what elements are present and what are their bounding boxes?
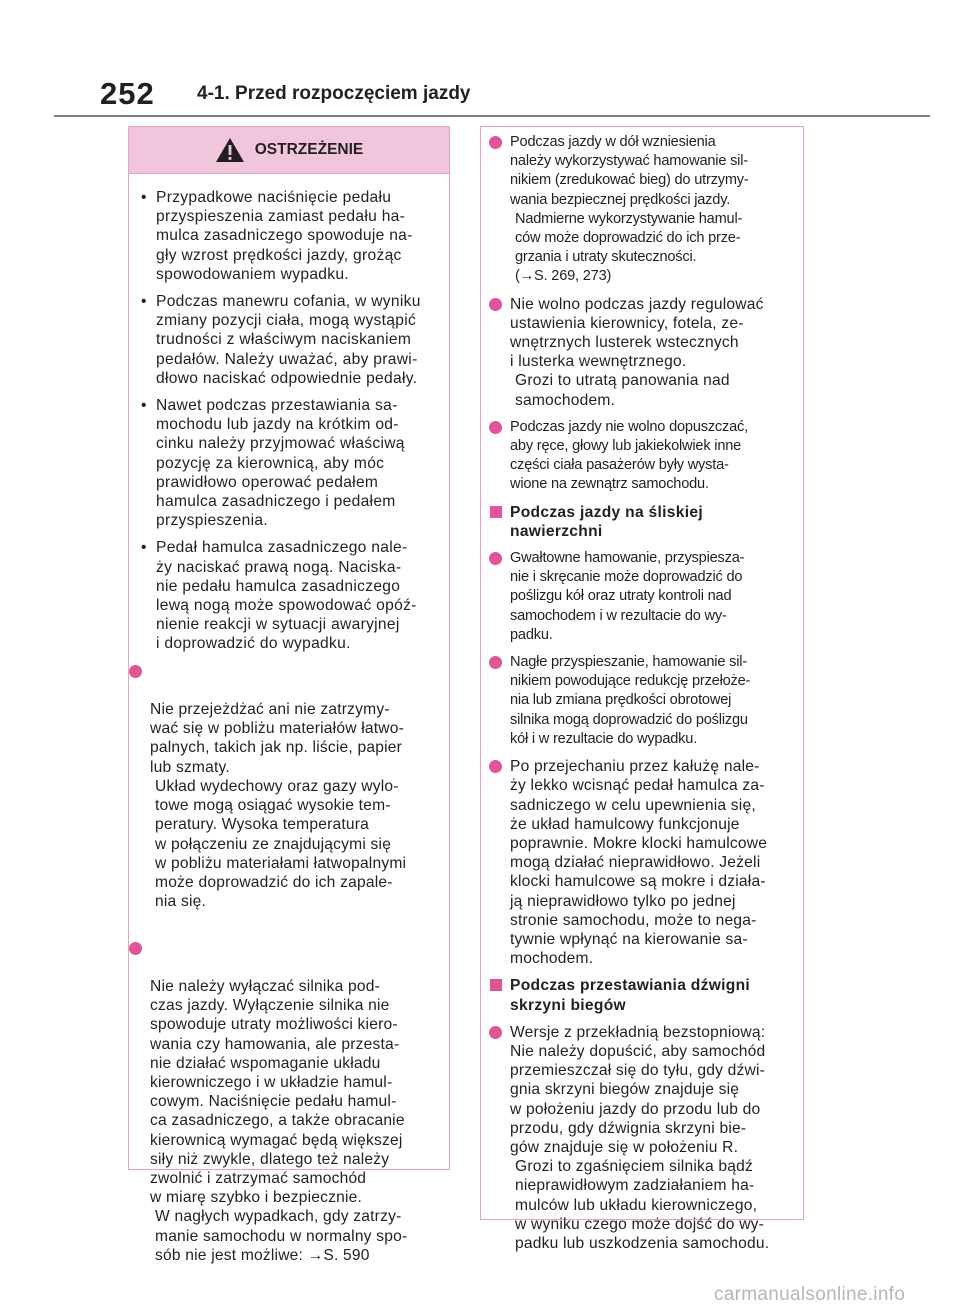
- pink-square-icon: [490, 506, 502, 518]
- section-heading: Podczas jazdy na śliskiej nawierzchni: [489, 503, 797, 541]
- warning-circle-item: Po przejechaniu przez kałużę nale- ży lekko wcisnąć pedał hamulca za- sadniczego w celu upewnienia się, że układ hamulcowy funkcjonuje poprawnie. Mokre klocki hamulcowe mogą działać nieprawidłowo. Jeżeli klocki hamulcowe są mokre i działa- ją nieprawidłowo tylko po jednej stronie samochodu, może to nega- tywnie wpłynąć na kierowanie sa- mochodem.: [489, 757, 797, 968]
- bullet-dot-icon: •: [141, 539, 147, 557]
- warning-bullet: • Pedał hamulca zasadniczego nale- ży naciskać prawą nogą. Naciska- nie pedału hamulca zasadniczego lewą nogą może spowodować opóź- nienie reakcji w sytuacji awaryjnej i doprowadzić do wypadku.: [141, 539, 417, 653]
- pink-circle-icon: [489, 552, 502, 565]
- item-continuation: W nagłych wypadkach, gdy zatrzy- manie samochodu w normalny spo- sób nie jest możliwe: →S. 590: [155, 1208, 408, 1264]
- item-continuation: Nadmierne wykorzystywanie hamul- ców może doprowadzić do ich prze- grzania i utraty skuteczności. (→S. 269, 273): [515, 210, 743, 285]
- bullet-dot-icon: •: [141, 189, 147, 206]
- warning-circle-item: Nie przejeżdżać ani nie zatrzymy- wać się w pobliżu materiałów łatwo- palnych, takich jak np. liście, papier lub szmaty. Układ wydechowy oraz gazy wylo- towe mogą osiągać wysokie tem- peratury. Wysoka temperatura w połączeniu ze znajdującymi się w pobliżu materiałami łatwopalnymi może doprowadzić do ich zapale- nia się.: [129, 662, 441, 931]
- page-number: 252: [100, 76, 155, 111]
- page-header: [0, 0, 960, 120]
- pink-circle-icon: [489, 656, 502, 669]
- bullet-dot-icon: •: [141, 293, 147, 311]
- warning-circle-item: Nie należy wyłączać silnika pod- czas jazdy. Wyłączenie silnika nie spowoduje utraty możliwości kiero- wania czy hamowania, ale przesta- nie działać wspomaganie układu kierowniczego i w układzie hamul- cowym. Naciśnięcie pedału hamul- ca zasadniczego, a także obracanie kierownicą wymagać będą większej siły niż zwykle, dlatego też należy zwolnić i zatrzymać samochód w miarę szybko i bezpiecznie. W nagłych wypadkach, gdy zatrzy- manie samochodu w normalny spo- sób nie jest możliwe: →S. 590: [129, 939, 441, 1285]
- bullet-dot-icon: •: [141, 397, 147, 415]
- warning-title: OSTRZEŻENIE: [254, 141, 364, 158]
- pink-square-icon: [490, 979, 502, 991]
- warning-bullet: • Nawet podczas przestawiania sa- mochodu lub jazdy na krótkim od- cinku należy przyjmować właściwą pozycję za kierownicą, aby móc prawidłowo operować pedałem hamulca zasadniczego i pedałem przyspieszenia.: [141, 397, 405, 530]
- warning-circle-item: Nie wolno podczas jazdy regulować ustawienia kierownicy, fotela, ze- wnętrznych lusterek wstecznych i lusterka wewnętrznego. Grozi to utratą panowania nad samochodem.: [489, 295, 797, 410]
- chapter-title: 4-1. Przed rozpoczęciem jazdy: [197, 83, 471, 104]
- item-continuation: Grozi to zgaśnięciem silnika bądź nieprawidłowym zadziałaniem ha- mulców lub układu kierowniczego, w wyniku czego może dojść do wy- padku lub uszkodzenia samochodu.: [515, 1158, 770, 1252]
- pink-circle-icon: [489, 1026, 502, 1039]
- header-divider: [54, 115, 930, 117]
- warning-circle-item: Podczas jazdy w dół wzniesienia należy wykorzystywać hamowanie sil- nikiem (zredukować bieg) do utrzymy- wania bezpiecznej prędkości jazdy. Nadmierne wykorzystywanie hamul- ców może doprowadzić do ich prze- grzania i utraty skuteczności. (→S. 269, 273): [489, 133, 797, 287]
- warning-bullet: • Przypadkowe naciśnięcie pedału przyspieszenia zamiast pedału ha- mulca zasadniczego spowoduje na- gły wzrost prędkości jazdy, grożąc spowodowaniem wypadku.: [141, 189, 413, 283]
- warning-circle-item: Wersje z przekładnią bezstopniową: Nie należy dopuścić, aby samochód przemieszczał się do tyłu, gdy dźwi- gnia skrzyni biegów znajduje się w położeniu jazdy do przodu lub do przodu, gdy dźwignia skrzyni bie- gów znajduje się w położeniu R. Grozi to zgaśnięciem silnika bądź nieprawidłowym zadziałaniem ha- mulców lub układu kierowniczego, w wyniku czego może dojść do wy- padku lub uszkodzenia samochodu.: [489, 1023, 797, 1253]
- pink-circle-icon: [129, 942, 142, 955]
- section-heading: Podczas przestawiania dźwigni skrzyni biegów: [489, 976, 797, 1014]
- pink-circle-icon: [129, 665, 142, 678]
- pink-circle-icon: [489, 298, 502, 311]
- warning-header: [129, 127, 449, 174]
- warning-circle-item: Gwałtowne hamowanie, przyspiesza- nie i skręcanie może doprowadzić do poślizgu kół oraz utraty kontroli nad samochodem i w rezultacie do wy- padku.: [489, 549, 797, 645]
- warning-continuation-box: [480, 126, 804, 1252]
- warning-triangle-icon: [215, 137, 245, 163]
- warning-circle-item: Podczas jazdy nie wolno dopuszczać, aby ręce, głowy lub jakiekolwiek inne części ciała pasażerów były wysta- wione na zewnątrz samochodu.: [489, 418, 797, 495]
- warning-body: [129, 174, 449, 1284]
- warning-bullet: • Podczas manewru cofania, w wyniku zmiany pozycji ciała, mogą wystąpić trudności z właściwym naciskaniem pedałów. Należy uważać, aby prawi- dłowo naciskać odpowiednie pedały.: [141, 293, 421, 387]
- warning-box: [128, 126, 450, 1264]
- item-continuation: Grozi to utratą panowania nad samochodem.: [515, 372, 730, 409]
- pink-circle-icon: [489, 760, 502, 773]
- pink-circle-icon: [489, 136, 502, 149]
- watermark: carmanualsonline.info: [714, 1284, 906, 1305]
- warning-circle-item: Nagłe przyspieszanie, hamowanie sil- nikiem powodujące redukcję przełoże- nia lub zmiana prędkości obrotowej silnika mogą doprowadzić do poślizgu kół i w rezultacie do wypadku.: [489, 653, 797, 749]
- item-continuation: Układ wydechowy oraz gazy wylo- towe mogą osiągać wysokie tem- peratury. Wysoka temperatura w połączeniu ze znajdującymi się w pobliżu materiałami łatwopalnymi może doprowadzić do ich zapale- nia się.: [155, 777, 407, 911]
- pink-circle-icon: [489, 421, 502, 434]
